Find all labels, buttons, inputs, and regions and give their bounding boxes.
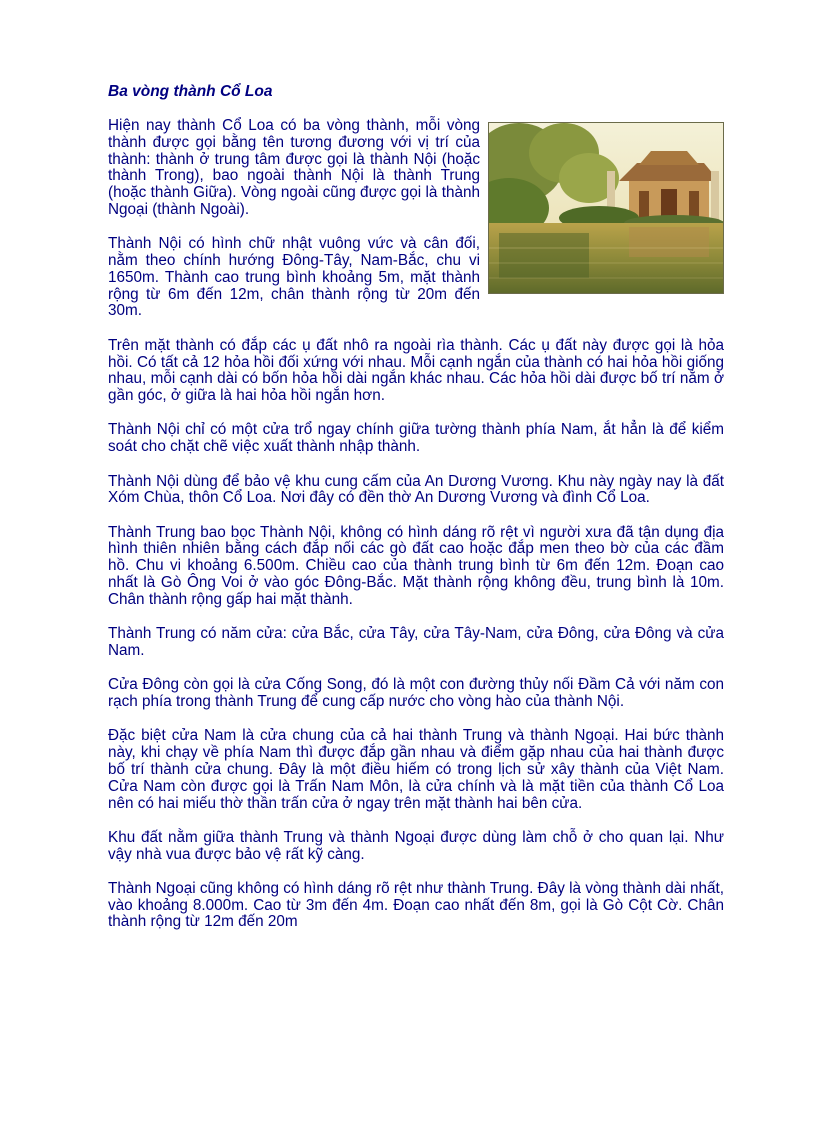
paragraph-5: Thành Nội dùng để bảo vệ khu cung cấm của An Dương Vương. Khu này ngày nay là đất Xóm Chùa, thôn Cổ Loa. Nơi đây có đền thờ An Dương Vương và đình Cổ Loa. xyxy=(108,472,724,507)
paragraph-10: Khu đất nằm giữa thành Trung và thành Ngoại được dùng làm chỗ ở cho quan lại. Như vậy nhà vua được bảo vệ rất kỹ càng. xyxy=(108,828,724,863)
paragraph-9: Đặc biệt cửa Nam là cửa chung của cả hai thành Trung và thành Ngoại. Hai bức thành này, khi chạy về phía Nam thì được đắp gần nhau và điểm gặp nhau của hai thành được bố trí thành cửa chung. Đây là một điều hiếm có trong lịch sử xây thành của Việt Nam. Cửa Nam còn được gọi là Trấn Nam Môn, là cửa chính và là mặt tiền của thành Cổ Loa nên có hai miếu thờ thần trấn cửa ở ngay trên mặt thành hai bên cửa. xyxy=(108,727,724,812)
temple-lake-photo xyxy=(488,122,724,294)
paragraph-7: Thành Trung có năm cửa: cửa Bắc, cửa Tây, cửa Tây-Nam, cửa Đông, cửa Đông và cửa Nam. xyxy=(108,625,724,659)
paragraph-6: Thành Trung bao bọc Thành Nội, không có hình dáng rõ rệt vì người xưa đã tận dụng địa hình thiên nhiên bằng cách đắp nối các gò đất cao hoặc đắp men theo bờ của các đầm hồ. Chu vi khoảng 6.500m. Chiều cao của thành trung bình từ 6m đến 12m. Đoạn cao nhất là Gò Ông Voi ở vào góc Đông-Bắc. Mặt thành rộng không đều, trung bình là 10m. Chân thành rộng gấp hai mặt thành. xyxy=(108,523,724,608)
paragraph-4: Thành Nội chỉ có một cửa trổ ngay chính giữa tường thành phía Nam, ắt hẳn là để kiểm soát cho chặt chẽ việc xuất thành nhập thành. xyxy=(108,421,724,456)
paragraph-1: Hiện nay thành Cổ Loa có ba vòng thành, mỗi vòng thành được gọi bằng tên tương đương với vị trí của thành: thành ở trung tâm được gọi là thành Nội (hoặc thành Trong), bao ngoài thành Nội là thành Trung (hoặc thành Giữa). Vòng ngoài cũng được gọi là thành Ngoại (thành Ngoài). xyxy=(108,117,480,218)
article-title: Ba vòng thành Cổ Loa xyxy=(108,83,273,100)
paragraph-3: Trên mặt thành có đắp các ụ đất nhô ra ngoài rìa thành. Các ụ đất này được gọi là hỏa hồi. Có tất cả 12 hỏa hồi đối xứng với nhau. Mỗi cạnh ngắn của thành có hai hỏa hồi giống nhau, mỗi cạnh dài có bốn hỏa hồi dài ngắn khác nhau. Các hỏa hồi dài được bố trí nằm ở gần góc, ở giữa là hai hỏa hồi ngắn hơn. xyxy=(108,336,724,405)
paragraph-2: Thành Nội có hình chữ nhật vuông vức và cân đối, nằm theo chính hướng Đông-Tây, Nam-Bắc, chu vi 1650m. Thành cao trung bình khoảng 5m, mặt thành rộng từ 6m đến 12m, chân thành rộng từ 20m đến 30m. xyxy=(108,235,480,320)
paragraph-8: Cửa Đông còn gọi là cửa Cống Song, đó là một con đường thủy nối Đầm Cả với năm con rạch phía trong thành Trung để cung cấp nước cho vòng hào của thành Nội. xyxy=(108,676,724,711)
document-page xyxy=(108,82,724,949)
paragraph-11: Thành Ngoại cũng không có hình dáng rõ rệt như thành Trung. Đây là vòng thành dài nhất, vào khoảng 8.000m. Cao từ 3m đến 4m. Đoạn cao nhất đến 8m, gọi là Gò Cột Cờ. Chân thành rộng từ 12m đến 20m xyxy=(108,879,724,931)
